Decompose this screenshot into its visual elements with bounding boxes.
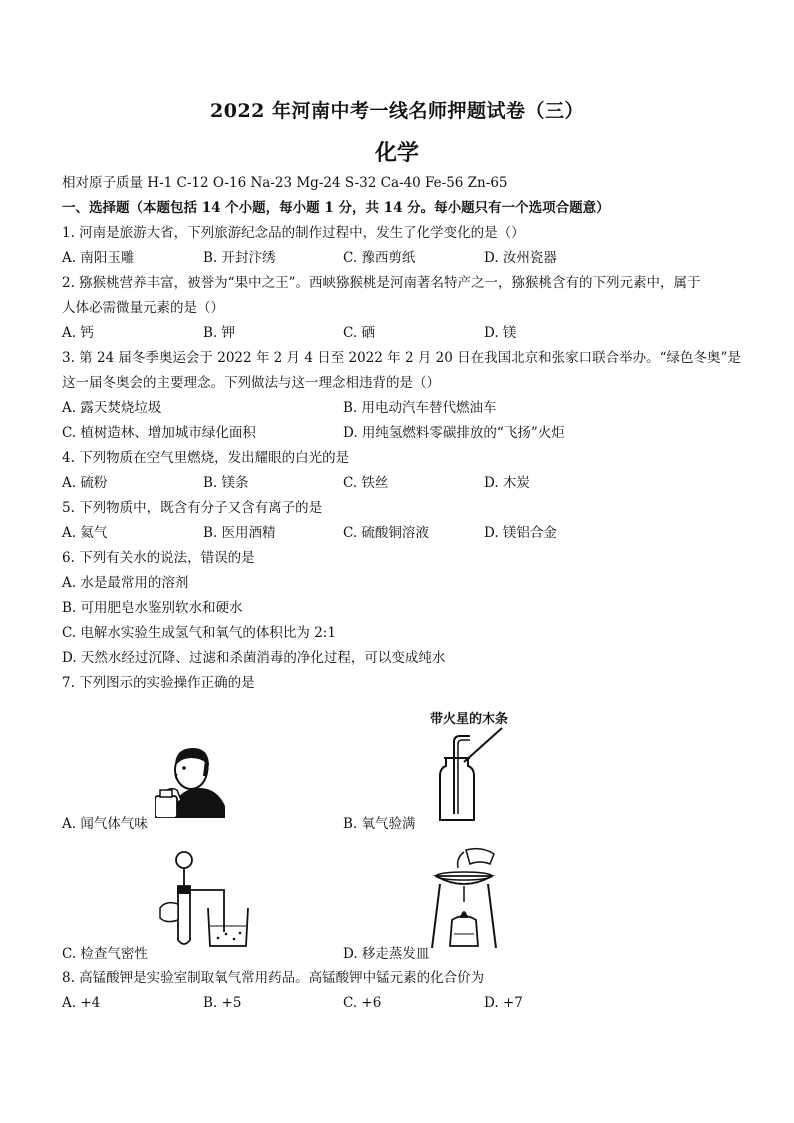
q6-option-c: C. 电解水实验生成氢气和氧气的体积比为 2:1 (62, 625, 336, 641)
q8-option-a: A. +4 (62, 995, 101, 1011)
question-3-stem-line1: 3. 第 24 届冬季奥运会于 2022 年 2 月 4 日至 2022 年 2 月 20 日在我国北京和张家口联合举办。“绿色冬奥”是 (62, 350, 741, 366)
q7-option-b: B. 氧气验满 (343, 816, 416, 832)
question-3-stem-line2: 这一届冬奥会的主要理念。下列做法与这一理念相违背的是（） (62, 375, 440, 391)
q7-option-c: C. 检查气密性 (62, 946, 148, 962)
q6-option-b: B. 可用肥皂水鉴别软水和硬水 (62, 600, 243, 616)
figure-oxygen-test (428, 724, 528, 824)
q3-option-c: C. 植树造林、增加城市绿化面积 (62, 425, 256, 441)
q7-option-a: A. 闻气体气味 (62, 816, 148, 832)
question-7-stem: 7. 下列图示的实验操作正确的是 (62, 675, 255, 691)
q8-option-c: C. +6 (343, 995, 382, 1011)
q2-option-b: B. 钾 (203, 325, 236, 341)
q4-option-c: C. 铁丝 (343, 475, 389, 491)
q5-option-b: B. 医用酒精 (203, 525, 276, 541)
q1-option-d: D. 汝州瓷器 (484, 250, 557, 266)
figure-airtightness (158, 846, 250, 950)
subject-title: 化学 (374, 140, 419, 166)
section-heading: 一、选择题（本题包括 14 个小题，每小题 1 分，共 14 分。每小题只有一个选项合题意） (62, 200, 610, 216)
q4-option-b: B. 镁条 (203, 475, 249, 491)
q2-option-a: A. 钙 (62, 325, 94, 341)
question-4-stem: 4. 下列物质在空气里燃烧，发出耀眼的白光的是 (62, 450, 350, 466)
q1-option-c: C. 豫西剪纸 (343, 250, 416, 266)
q2-option-c: C. 硒 (343, 325, 375, 341)
figure-smell-gas (155, 736, 229, 818)
q2-option-d: D. 镁 (484, 325, 517, 341)
q5-option-d: D. 镁铝合金 (484, 525, 557, 541)
q8-option-b: B. +5 (203, 995, 242, 1011)
question-2-stem-line2: 人体必需微量元素的是（） (62, 300, 224, 316)
q6-option-a: A. 水是最常用的溶剂 (62, 575, 189, 591)
q7-option-d: D. 移走蒸发皿 (343, 946, 430, 962)
q3-option-b: B. 用电动汽车替代燃油车 (343, 400, 497, 416)
q8-option-d: D. +7 (484, 995, 523, 1011)
q5-option-a: A. 氦气 (62, 525, 108, 541)
atomic-masses: 相对原子质量 H-1 C-12 O-16 Na-23 Mg-24 S-32 Ca-40 Fe-56 Zn-65 (62, 175, 508, 191)
q6-option-d: D. 天然水经过沉降、过滤和杀菌消毒的净化过程，可以变成纯水 (62, 650, 446, 666)
question-6-stem: 6. 下列有关水的说法，错误的是 (62, 550, 255, 566)
q4-option-a: A. 硫粉 (62, 475, 108, 491)
q4-option-d: D. 木炭 (484, 475, 530, 491)
q3-option-d: D. 用纯氢燃料零碳排放的“飞扬”火炬 (343, 425, 565, 441)
q1-option-b: B. 开封汴绣 (203, 250, 276, 266)
question-2-stem-line1: 2. 猕猴桃营养丰富，被誉为“果中之王”。西峡猕猴桃是河南著名特产之一，猕猴桃含有的下列元素中，属于 (62, 275, 701, 291)
question-8-stem: 8. 高锰酸钾是实验室制取氧气常用药品。高锰酸钾中锰元素的化合价为 (62, 970, 485, 986)
question-1-stem: 1. 河南是旅游大省，下列旅游纪念品的制作过程中，发生了化学变化的是（） (62, 225, 525, 241)
figure-evaporating-dish (430, 846, 500, 950)
question-5-stem: 5. 下列物质中，既含有分子又含有离子的是 (62, 500, 323, 516)
q5-option-c: C. 硫酸铜溶液 (343, 525, 429, 541)
exam-title: 2022 年河南中考一线名师押题试卷（三） (210, 100, 584, 122)
q1-option-a: A. 南阳玉雕 (62, 250, 135, 266)
q3-option-a: A. 露天焚烧垃圾 (62, 400, 162, 416)
figure-b-caption: 带火星的木条 (430, 712, 509, 727)
